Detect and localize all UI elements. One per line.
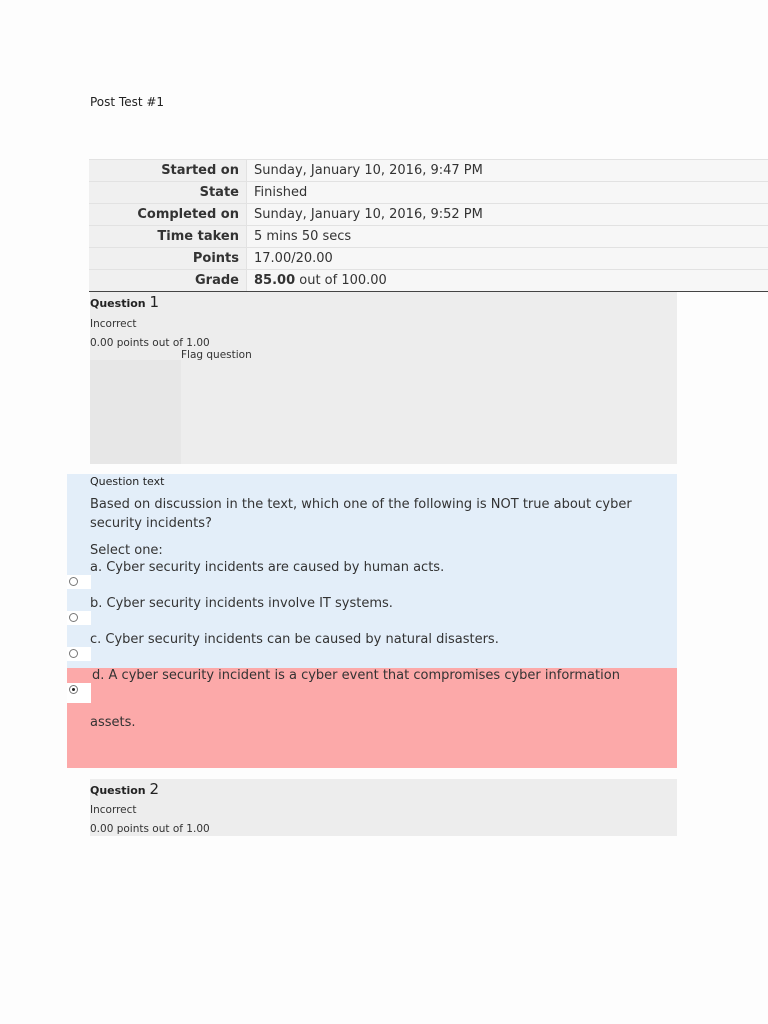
answer-c-radio-cell xyxy=(67,647,91,661)
summary-value: 5 mins 50 secs xyxy=(247,226,768,248)
answer-a-radio[interactable] xyxy=(69,577,78,586)
answer-a-radio-cell xyxy=(67,575,91,589)
grade-suffix: out of 100.00 xyxy=(295,273,387,288)
summary-value: Sunday, January 10, 2016, 9:47 PM xyxy=(247,160,768,182)
answer-c-radio[interactable] xyxy=(69,649,78,658)
answer-c-label[interactable]: c. Cyber security incidents can be caused by natural disasters. xyxy=(90,632,499,647)
question-2-info xyxy=(90,779,677,836)
answer-d-incorrect-highlight xyxy=(67,668,677,768)
grade-value: 85.00 xyxy=(254,273,296,288)
summary-label: State xyxy=(89,182,247,204)
summary-row-points xyxy=(89,248,768,270)
question-1-content xyxy=(67,474,677,668)
question-prefix: Question xyxy=(90,784,146,797)
answer-d-label[interactable]: d. A cyber security incident is a cyber event that compromises cyber information xyxy=(92,668,620,683)
attempt-summary-table xyxy=(89,159,768,292)
answer-b-label[interactable]: b. Cyber security incidents involve IT systems. xyxy=(90,596,393,611)
document-title: Post Test #1 xyxy=(90,95,165,109)
flag-question-link[interactable]: Flag question xyxy=(181,349,252,361)
answer-d-radio[interactable] xyxy=(69,685,78,694)
question-number xyxy=(90,780,159,798)
summary-label: Completed on xyxy=(89,204,247,226)
question-number xyxy=(90,293,159,311)
select-one-prompt: Select one: xyxy=(90,543,163,558)
question-1-info xyxy=(90,292,677,464)
question-number-value: 2 xyxy=(149,780,159,798)
answer-d-radio-cell xyxy=(67,683,91,703)
flag-column xyxy=(90,360,181,464)
answer-b-radio-cell xyxy=(67,611,91,625)
answer-b-radio[interactable] xyxy=(69,613,78,622)
summary-row-state xyxy=(89,182,768,204)
summary-value: Finished xyxy=(247,182,768,204)
question-prefix: Question xyxy=(90,297,146,310)
summary-label: Grade xyxy=(89,270,247,292)
summary-label: Started on xyxy=(89,160,247,182)
summary-label: Time taken xyxy=(89,226,247,248)
summary-row-grade xyxy=(89,270,768,292)
summary-label: Points xyxy=(89,248,247,270)
question-grade: 0.00 points out of 1.00 xyxy=(90,337,210,349)
summary-value: 17.00/20.00 xyxy=(247,248,768,270)
question-number-value: 1 xyxy=(149,293,159,311)
summary-value xyxy=(247,270,768,292)
summary-row-started xyxy=(89,160,768,182)
summary-value: Sunday, January 10, 2016, 9:52 PM xyxy=(247,204,768,226)
summary-row-completed xyxy=(89,204,768,226)
question-state: Incorrect xyxy=(90,318,137,330)
question-grade: 0.00 points out of 1.00 xyxy=(90,823,210,835)
answer-a-label[interactable]: a. Cyber security incidents are caused by human acts. xyxy=(90,560,445,575)
question-text: Based on discussion in the text, which one of the following is NOT true about cyber security incidents? xyxy=(90,497,632,531)
question-state: Incorrect xyxy=(90,804,137,816)
answer-d-label-continued[interactable]: assets. xyxy=(90,715,136,730)
summary-row-time-taken xyxy=(89,226,768,248)
question-text-label: Question text xyxy=(90,475,165,488)
